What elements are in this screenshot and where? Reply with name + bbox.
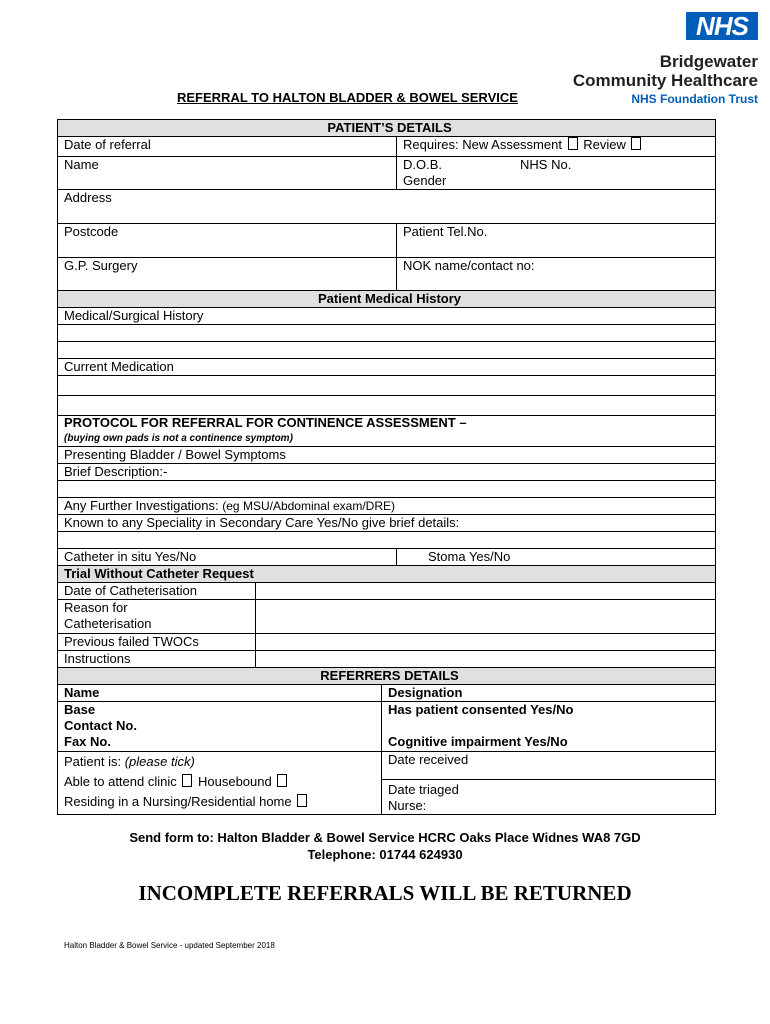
failed-twocs-label: Previous failed TWOCs <box>58 634 256 651</box>
postcode-field[interactable]: Postcode <box>58 224 397 258</box>
document-title: REFERRAL TO HALTON BLADDER & BOWEL SERVICE <box>177 90 518 105</box>
catheter-field[interactable]: Catheter in situ Yes/No <box>58 549 397 566</box>
nhs-logo <box>538 11 758 106</box>
stoma-field[interactable]: Stoma Yes/No <box>397 549 716 566</box>
instructions-input[interactable] <box>256 651 716 668</box>
date-catheterisation-label: Date of Catheterisation <box>58 583 256 600</box>
protocol-heading: PROTOCOL FOR REFERRAL FOR CONTINENCE ASSESSMENT – (buying own pads is not a continence symptom) <box>58 416 716 447</box>
reason-input[interactable] <box>256 600 716 634</box>
brief-description-field[interactable]: Brief Description:- <box>58 464 716 481</box>
medical-history-header: Patient Medical History <box>58 291 716 308</box>
designation-field[interactable]: Designation <box>382 685 716 702</box>
footer-note: Halton Bladder & Bowel Service - updated September 2018 <box>64 941 275 950</box>
investigations-field[interactable]: Any Further Investigations: (eg MSU/Abdominal exam/DRE) <box>58 498 716 515</box>
presenting-symptoms-field[interactable]: Presenting Bladder / Bowel Symptoms <box>58 447 716 464</box>
referrer-name-field[interactable]: Name <box>58 685 382 702</box>
date-received-field[interactable]: Date received <box>382 752 715 780</box>
name-field[interactable]: Name <box>58 157 397 190</box>
date-triaged-field[interactable]: Date triaged Nurse: <box>388 782 459 813</box>
referral-form <box>57 119 715 815</box>
send-address: Send form to: Halton Bladder & Bowel Service HCRC Oaks Place Widnes WA8 7GD <box>129 830 641 845</box>
twoc-header: Trial Without Catheter Request <box>58 566 716 583</box>
trust-name-line2: Community Healthcare <box>572 71 758 90</box>
nursing-home-checkbox[interactable] <box>297 794 307 807</box>
current-medication-field[interactable]: Current Medication <box>58 359 716 376</box>
brief-description-line[interactable] <box>58 481 716 498</box>
form-table <box>57 119 716 815</box>
trust-name-line1: Bridgewater <box>659 52 758 71</box>
new-assessment-checkbox[interactable] <box>568 137 578 150</box>
attend-clinic-checkbox[interactable] <box>182 774 192 787</box>
send-telephone: Telephone: 01744 624930 <box>307 847 463 862</box>
medication-line[interactable] <box>58 376 716 396</box>
nok-field[interactable]: NOK name/contact no: <box>397 258 716 291</box>
address-field[interactable]: Address <box>58 190 716 224</box>
instructions-label: Instructions <box>58 651 256 668</box>
requires-field[interactable]: Requires: New Assessment Review <box>397 137 716 157</box>
speciality-line[interactable] <box>58 532 716 549</box>
trust-name-line3: NHS Foundation Trust <box>631 92 758 106</box>
date-catheterisation-input[interactable] <box>256 583 716 600</box>
referrers-header: REFERRERS DETAILS <box>58 668 716 685</box>
housebound-checkbox[interactable] <box>277 774 287 787</box>
medication-line[interactable] <box>58 396 716 416</box>
failed-twocs-input[interactable] <box>256 634 716 651</box>
patient-details-header: PATIENT’S DETAILS <box>58 120 716 137</box>
patient-tel-field[interactable]: Patient Tel.No. <box>397 224 716 258</box>
nhs-logo-mark: NHS <box>686 12 758 40</box>
dob-field[interactable]: D.O.B. NHS No. Gender <box>397 157 716 190</box>
consent-field[interactable]: Has patient consented Yes/No Cognitive impairment Yes/No <box>382 702 716 752</box>
incomplete-warning: INCOMPLETE REFERRALS WILL BE RETURNED <box>138 881 632 905</box>
patient-status-field: Patient is: (please tick) Able to attend clinic Housebound Residing in a Nursing/Residential home <box>58 752 382 815</box>
medical-history-field[interactable]: Medical/Surgical History <box>58 308 716 325</box>
review-checkbox[interactable] <box>631 137 641 150</box>
gp-surgery-field[interactable]: G.P. Surgery <box>58 258 397 291</box>
send-instructions <box>0 829 770 863</box>
reason-label: Reason for Catheterisation <box>58 600 256 634</box>
medical-history-line[interactable] <box>58 342 716 359</box>
date-of-referral-field[interactable]: Date of referral <box>58 137 397 157</box>
base-contact-field[interactable]: Base Contact No. Fax No. <box>58 702 382 752</box>
medical-history-line[interactable] <box>58 325 716 342</box>
speciality-field[interactable]: Known to any Speciality in Secondary Care Yes/No give brief details: <box>58 515 716 532</box>
office-use-field <box>382 752 716 815</box>
